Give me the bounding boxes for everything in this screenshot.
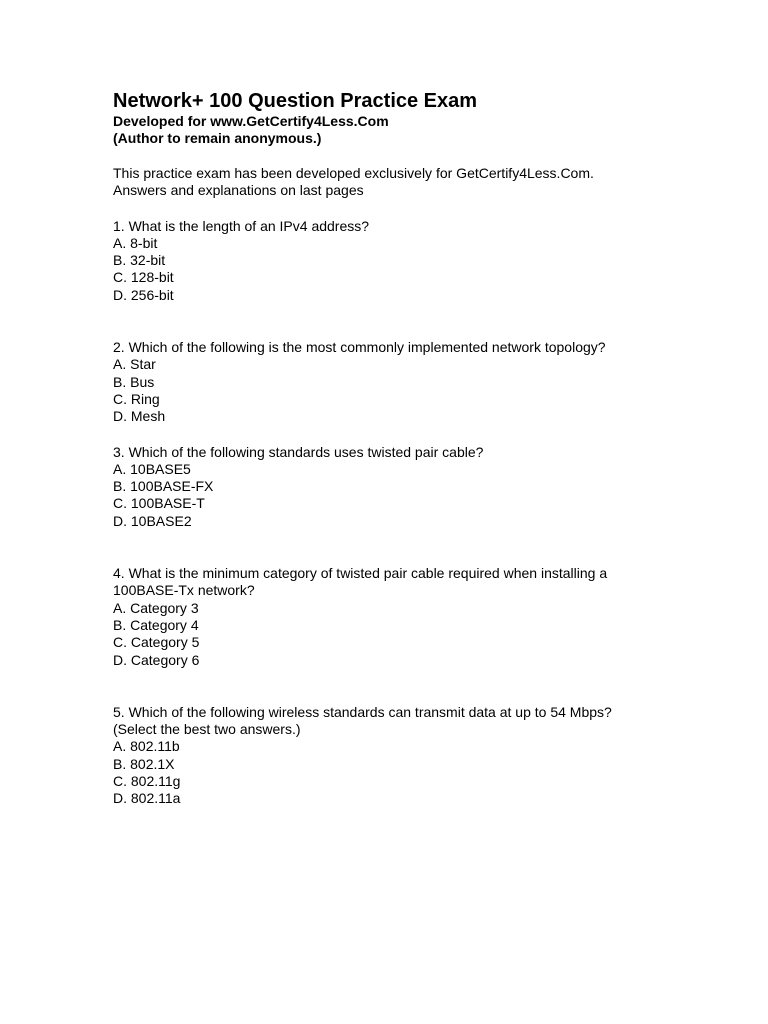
answer-option: A. 8-bit bbox=[113, 234, 158, 251]
question-3 bbox=[113, 444, 733, 530]
answer-option: A. Category 3 bbox=[113, 599, 199, 616]
answer-option: B. 100BASE-FX bbox=[113, 478, 214, 495]
answer-option: D. 802.11a bbox=[113, 790, 181, 807]
question-text: 1. What is the length of an IPv4 address? bbox=[113, 217, 370, 234]
question-text: 2. Which of the following is the most commonly implemented network topology? bbox=[113, 339, 606, 356]
developed-for-line: Developed for www.GetCertify4Less.Com bbox=[113, 113, 389, 129]
answer-option: A. 10BASE5 bbox=[113, 460, 191, 477]
answer-option: B. Bus bbox=[113, 373, 155, 390]
question-4 bbox=[113, 565, 733, 669]
question-5 bbox=[113, 704, 733, 808]
answer-option: D. Mesh bbox=[113, 408, 166, 425]
answer-option: B. 32-bit bbox=[113, 252, 166, 269]
answer-option: D. 256-bit bbox=[113, 286, 174, 303]
answer-option: A. Star bbox=[113, 356, 156, 373]
answer-option: A. 802.11b bbox=[113, 738, 180, 755]
answer-option: C. 100BASE-T bbox=[113, 495, 205, 512]
document-page bbox=[113, 89, 733, 808]
question-text: 3. Which of the following standards uses twisted pair cable? bbox=[113, 443, 484, 460]
answer-option: C. Ring bbox=[113, 390, 160, 407]
intro-paragraph bbox=[113, 165, 733, 200]
question-text: 4. What is the minimum category of twisted pair cable required when installing a bbox=[113, 565, 608, 582]
answer-option: C. Category 5 bbox=[113, 634, 200, 651]
answer-option: B. 802.1X bbox=[113, 755, 175, 772]
question-1 bbox=[113, 218, 733, 304]
answer-option: D. 10BASE2 bbox=[113, 512, 192, 529]
question-2 bbox=[113, 339, 733, 425]
intro-line-2: Answers and explanations on last pages bbox=[113, 182, 364, 199]
author-note: (Author to remain anonymous.) bbox=[113, 130, 322, 146]
question-text: 5. Which of the following wireless standards can transmit data at up to 54 Mbps? bbox=[113, 703, 612, 720]
answer-option: B. Category 4 bbox=[113, 616, 199, 633]
question-text-continued: (Select the best two answers.) bbox=[113, 721, 301, 738]
intro-line-1: This practice exam has been developed exclusively for GetCertify4Less.Com. bbox=[113, 165, 594, 181]
question-text-continued: 100BASE-Tx network? bbox=[113, 582, 255, 599]
answer-option: C. 128-bit bbox=[113, 269, 174, 286]
answer-option: C. 802.11g bbox=[113, 773, 181, 790]
page-title: Network+ 100 Question Practice Exam bbox=[113, 90, 478, 112]
answer-option: D. Category 6 bbox=[113, 651, 200, 668]
